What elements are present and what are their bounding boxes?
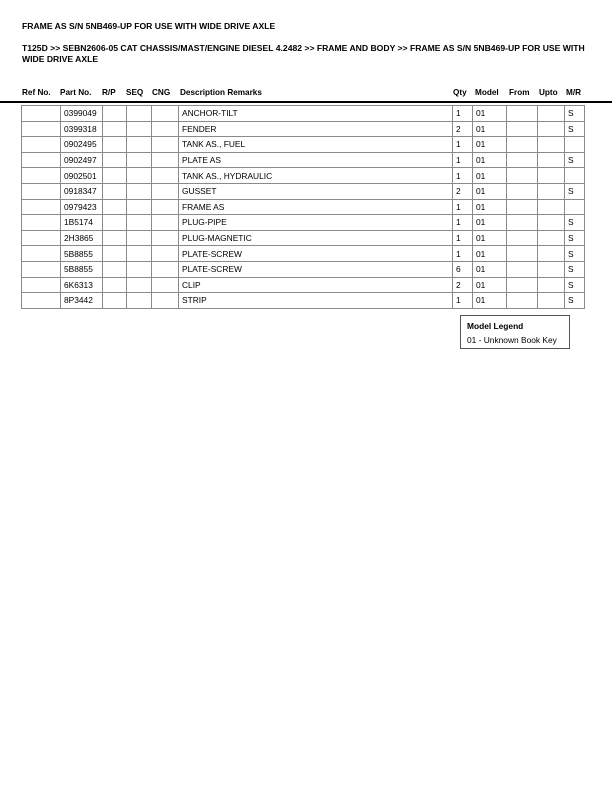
- column-header-row: [0, 88, 612, 100]
- seq-cell: [127, 230, 152, 246]
- seq-cell: [127, 106, 152, 122]
- rp-cell: [103, 246, 127, 262]
- mr-cell: S: [565, 106, 585, 122]
- qty-cell: 1: [453, 215, 473, 231]
- mr-cell: S: [565, 215, 585, 231]
- seq-cell: [127, 277, 152, 293]
- mr-cell: S: [565, 293, 585, 309]
- description-cell: PLATE-SCREW: [179, 246, 453, 262]
- header-mr: M/R: [566, 88, 582, 97]
- header-cng: CNG: [152, 88, 171, 97]
- seq-cell: [127, 168, 152, 184]
- mr-cell: S: [565, 277, 585, 293]
- from-cell: [507, 121, 538, 137]
- description-cell: PLUG-MAGNETIC: [179, 230, 453, 246]
- seq-cell: [127, 183, 152, 199]
- table-row: [22, 168, 585, 184]
- seq-cell: [127, 152, 152, 168]
- legend-entry: 01 - Unknown Book Key: [467, 335, 557, 345]
- part-no-cell: 0399318: [61, 121, 103, 137]
- mr-cell: [565, 168, 585, 184]
- seq-cell: [127, 137, 152, 153]
- rp-cell: [103, 199, 127, 215]
- table-row: [22, 106, 585, 122]
- from-cell: [507, 183, 538, 199]
- mr-cell: S: [565, 152, 585, 168]
- header-upto: Upto: [539, 88, 558, 97]
- from-cell: [507, 106, 538, 122]
- part-no-cell: 0902497: [61, 152, 103, 168]
- part-no-cell: 5B8855: [61, 246, 103, 262]
- qty-cell: 1: [453, 230, 473, 246]
- upto-cell: [538, 277, 565, 293]
- qty-cell: 1: [453, 106, 473, 122]
- ref-no-cell: [22, 293, 61, 309]
- model-cell: 01: [473, 246, 507, 262]
- model-cell: 01: [473, 106, 507, 122]
- upto-cell: [538, 261, 565, 277]
- table-row: [22, 121, 585, 137]
- header-seq: SEQ: [126, 88, 144, 97]
- seq-cell: [127, 215, 152, 231]
- part-no-cell: 8P3442: [61, 293, 103, 309]
- description-cell: FRAME AS: [179, 199, 453, 215]
- part-no-cell: 0902495: [61, 137, 103, 153]
- from-cell: [507, 261, 538, 277]
- upto-cell: [538, 121, 565, 137]
- part-no-cell: 0902501: [61, 168, 103, 184]
- rp-cell: [103, 183, 127, 199]
- mr-cell: S: [565, 121, 585, 137]
- parts-table: [21, 105, 585, 309]
- table-row: [22, 152, 585, 168]
- page-title: FRAME AS S/N 5NB469-UP FOR USE WITH WIDE DRIVE AXLE: [22, 21, 276, 31]
- ref-no-cell: [22, 261, 61, 277]
- seq-cell: [127, 261, 152, 277]
- cng-cell: [152, 121, 179, 137]
- description-cell: CLIP: [179, 277, 453, 293]
- cng-cell: [152, 152, 179, 168]
- upto-cell: [538, 168, 565, 184]
- description-cell: GUSSET: [179, 183, 453, 199]
- from-cell: [507, 230, 538, 246]
- rp-cell: [103, 168, 127, 184]
- ref-no-cell: [22, 199, 61, 215]
- rp-cell: [103, 277, 127, 293]
- model-cell: 01: [473, 199, 507, 215]
- table-row: [22, 246, 585, 262]
- part-no-cell: 1B5174: [61, 215, 103, 231]
- rp-cell: [103, 106, 127, 122]
- part-no-cell: 6K6313: [61, 277, 103, 293]
- mr-cell: S: [565, 246, 585, 262]
- table-row: [22, 230, 585, 246]
- ref-no-cell: [22, 183, 61, 199]
- model-cell: 01: [473, 152, 507, 168]
- cng-cell: [152, 106, 179, 122]
- upto-cell: [538, 152, 565, 168]
- upto-cell: [538, 137, 565, 153]
- ref-no-cell: [22, 246, 61, 262]
- model-legend: [460, 315, 570, 349]
- model-cell: 01: [473, 215, 507, 231]
- description-cell: FENDER: [179, 121, 453, 137]
- description-cell: PLATE AS: [179, 152, 453, 168]
- seq-cell: [127, 293, 152, 309]
- qty-cell: 1: [453, 168, 473, 184]
- from-cell: [507, 137, 538, 153]
- rp-cell: [103, 137, 127, 153]
- rp-cell: [103, 261, 127, 277]
- description-cell: TANK AS., HYDRAULIC: [179, 168, 453, 184]
- ref-no-cell: [22, 277, 61, 293]
- header-ref-no: Ref No.: [22, 88, 51, 97]
- legend-title: Model Legend: [467, 321, 524, 331]
- cng-cell: [152, 215, 179, 231]
- cng-cell: [152, 246, 179, 262]
- model-cell: 01: [473, 261, 507, 277]
- ref-no-cell: [22, 121, 61, 137]
- ref-no-cell: [22, 152, 61, 168]
- header-part-no: Part No.: [60, 88, 92, 97]
- qty-cell: 1: [453, 246, 473, 262]
- from-cell: [507, 168, 538, 184]
- table-row: [22, 199, 585, 215]
- rp-cell: [103, 121, 127, 137]
- part-no-cell: 0979423: [61, 199, 103, 215]
- header-qty: Qty: [453, 88, 467, 97]
- table-row: [22, 137, 585, 153]
- model-cell: 01: [473, 230, 507, 246]
- rp-cell: [103, 215, 127, 231]
- qty-cell: 2: [453, 121, 473, 137]
- seq-cell: [127, 199, 152, 215]
- cng-cell: [152, 183, 179, 199]
- upto-cell: [538, 246, 565, 262]
- description-cell: PLUG-PIPE: [179, 215, 453, 231]
- table-row: [22, 183, 585, 199]
- upto-cell: [538, 215, 565, 231]
- rp-cell: [103, 293, 127, 309]
- qty-cell: 6: [453, 261, 473, 277]
- rp-cell: [103, 230, 127, 246]
- from-cell: [507, 277, 538, 293]
- qty-cell: 1: [453, 137, 473, 153]
- qty-cell: 2: [453, 277, 473, 293]
- header-model: Model: [475, 88, 499, 97]
- part-no-cell: 5B8855: [61, 261, 103, 277]
- cng-cell: [152, 199, 179, 215]
- model-cell: 01: [473, 137, 507, 153]
- qty-cell: 1: [453, 199, 473, 215]
- description-cell: PLATE-SCREW: [179, 261, 453, 277]
- ref-no-cell: [22, 168, 61, 184]
- table-row: [22, 261, 585, 277]
- upto-cell: [538, 183, 565, 199]
- mr-cell: S: [565, 230, 585, 246]
- qty-cell: 1: [453, 152, 473, 168]
- rp-cell: [103, 152, 127, 168]
- mr-cell: S: [565, 183, 585, 199]
- cng-cell: [152, 137, 179, 153]
- upto-cell: [538, 293, 565, 309]
- header-from: From: [509, 88, 530, 97]
- ref-no-cell: [22, 137, 61, 153]
- table-row: [22, 293, 585, 309]
- ref-no-cell: [22, 106, 61, 122]
- upto-cell: [538, 106, 565, 122]
- upto-cell: [538, 230, 565, 246]
- header-rp: R/P: [102, 88, 116, 97]
- qty-cell: 1: [453, 293, 473, 309]
- mr-cell: [565, 137, 585, 153]
- table-row: [22, 277, 585, 293]
- model-cell: 01: [473, 293, 507, 309]
- from-cell: [507, 152, 538, 168]
- from-cell: [507, 246, 538, 262]
- table-row: [22, 215, 585, 231]
- cng-cell: [152, 168, 179, 184]
- cng-cell: [152, 293, 179, 309]
- description-cell: TANK AS., FUEL: [179, 137, 453, 153]
- part-no-cell: 0918347: [61, 183, 103, 199]
- model-cell: 01: [473, 183, 507, 199]
- from-cell: [507, 215, 538, 231]
- model-cell: 01: [473, 168, 507, 184]
- description-cell: STRIP: [179, 293, 453, 309]
- seq-cell: [127, 246, 152, 262]
- from-cell: [507, 199, 538, 215]
- mr-cell: [565, 199, 585, 215]
- from-cell: [507, 293, 538, 309]
- cng-cell: [152, 230, 179, 246]
- header-description: Description Remarks: [180, 88, 262, 97]
- seq-cell: [127, 121, 152, 137]
- part-no-cell: 0399049: [61, 106, 103, 122]
- model-cell: 01: [473, 277, 507, 293]
- cng-cell: [152, 261, 179, 277]
- mr-cell: S: [565, 261, 585, 277]
- upto-cell: [538, 199, 565, 215]
- cng-cell: [152, 277, 179, 293]
- breadcrumb: T125D >> SEBN2606-05 CAT CHASSIS/MAST/ENGINE DIESEL 4.2482 >> FRAME AND BODY >> FRAME AS S/N 5NB469-UP FOR USE WITH WIDE DRIVE AXLE: [22, 43, 585, 64]
- ref-no-cell: [22, 230, 61, 246]
- qty-cell: 2: [453, 183, 473, 199]
- header-divider: [0, 101, 612, 103]
- part-no-cell: 2H3865: [61, 230, 103, 246]
- description-cell: ANCHOR-TILT: [179, 106, 453, 122]
- model-cell: 01: [473, 121, 507, 137]
- ref-no-cell: [22, 215, 61, 231]
